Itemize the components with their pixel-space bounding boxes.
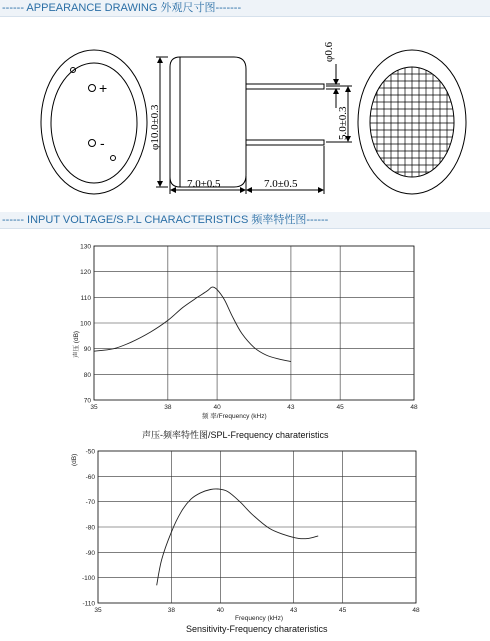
chart2-y-tick: -60 (85, 473, 95, 481)
chart1-y-axis-label: 声压 (dB) (73, 330, 80, 358)
spl-frequency-chart (71, 244, 418, 441)
chart1-y-tick: 110 (80, 294, 91, 302)
pin-length-label: 7.0±0.5 (264, 178, 298, 190)
pin-hole-top (89, 85, 96, 92)
chart1-x-axis-label: 频 率/Frequency (kHz) (202, 413, 267, 420)
plus-mark: + (99, 80, 108, 96)
chart1-y-tick: 120 (80, 269, 91, 277)
chart2-x-tick: 40 (216, 607, 224, 614)
body-length-label: 7.0±0.5 (187, 178, 221, 190)
appearance-drawing-heading: ------ APPEARANCE DRAWING 外观尺寸图------- (0, 0, 490, 17)
chart2-x-tick: 48 (412, 607, 420, 614)
sensitivity-frequency-chart (71, 449, 420, 635)
chart1-x-tick: 35 (90, 404, 98, 411)
chart2-y-axis-label: (dB) (71, 453, 78, 466)
chart1-y-tick: 130 (80, 243, 91, 251)
chart2-x-tick: 45 (338, 607, 347, 614)
chart1-x-tick: 45 (336, 404, 344, 411)
side-body (170, 57, 246, 187)
locating-dot-right (111, 156, 116, 161)
chart1-x-tick: 40 (213, 404, 221, 411)
chart2-y-tick: -90 (85, 549, 95, 557)
front-inner-ring (51, 63, 137, 183)
pin-diameter-label: φ0.6 (323, 41, 335, 62)
chart1-y-tick: 90 (83, 346, 91, 354)
chart2-x-tick: 35 (94, 607, 102, 614)
input-voltage-heading: ------ INPUT VOLTAGE/S.P.L CHARACTERISTICS 频率特性图------ (0, 212, 490, 229)
chart1-x-tick: 38 (164, 404, 172, 411)
chart2-y-tick: -110 (82, 600, 95, 608)
chart1-y-tick: 80 (83, 371, 91, 379)
pin-bottom (246, 140, 324, 145)
chart2-x-axis-label: Frequency (kHz) (235, 615, 284, 622)
pin-hole-bottom (89, 140, 96, 147)
chart2-y-tick: -100 (81, 575, 95, 583)
pin-top (246, 84, 324, 89)
chart1-y-tick: 70 (83, 397, 91, 405)
front-outer-ring (41, 50, 147, 194)
chart2-y-tick: -80 (85, 524, 95, 532)
chart2-title: Sensitivity-Frequency charateristics (186, 624, 328, 634)
chart1-y-tick: 100 (80, 320, 91, 328)
chart2-x-tick: 38 (167, 607, 176, 614)
back-view (358, 50, 466, 194)
chart1-x-tick: 48 (410, 404, 418, 411)
chart2-y-tick: -70 (85, 499, 95, 507)
chart2-y-tick: -50 (85, 448, 95, 456)
side-view (156, 57, 352, 194)
front-view (41, 50, 147, 194)
chart1-title: 声压-频率特性图/SPL-Frequency charateristics (142, 430, 329, 440)
body-diameter-label: φ10.0±0.3 (149, 104, 161, 150)
pin-spacing-label: 5.0±0.3 (337, 106, 349, 140)
chart1-x-tick: 43 (287, 404, 295, 411)
chart2-x-tick: 43 (290, 607, 298, 614)
minus-mark: - (100, 135, 105, 151)
